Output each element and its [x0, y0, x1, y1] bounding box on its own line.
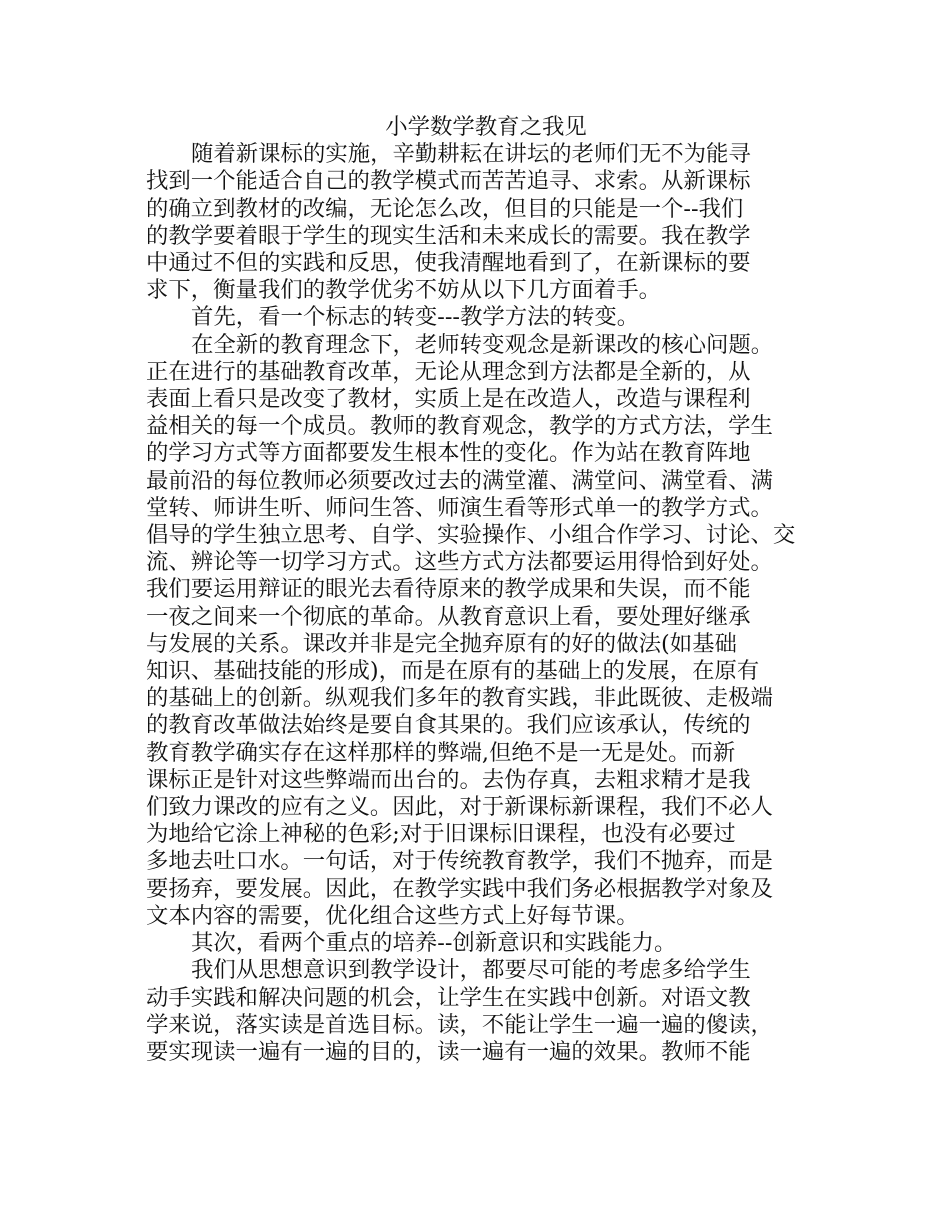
document-lines: [146, 141, 826, 1066]
text-line: 多地去吐口水。一句话，对于传统教育教学，我们不抛弃，而是: [146, 848, 773, 875]
document-body: [146, 114, 826, 1066]
text-line: 找到一个能适合自己的教学模式而苦苦追寻、求索。从新课标: [146, 168, 751, 195]
text-line: 益相关的每一个成员。教师的教育观念，教学的方式方法，学生: [146, 413, 773, 440]
text-line: 一夜之间来一个彻底的革命。从教育意识上看，要处理好继承: [146, 603, 751, 630]
text-line: 流、辨论等一切学习方式。这些方式方法都要运用得恰到好处。: [146, 549, 773, 576]
text-line: 要扬弃，要发展。因此，在教学实践中我们务必根据教学对象及: [146, 875, 773, 902]
text-line: 知识、基础技能的形成)，而是在原有的基础上的发展，在原有: [146, 658, 760, 685]
text-line: 与发展的关系。课改并非是完全抛弃原有的好的做法(如基础: [146, 630, 737, 657]
text-line: 首先，看一个标志的转变---教学方法的转变。: [191, 304, 640, 331]
text-line: 们致力课改的应有之义。因此，对于新课标新课程，我们不必人: [146, 794, 773, 821]
text-line: 倡导的学生独立思考、自学、实验操作、小组合作学习、讨论、交: [146, 522, 796, 549]
text-line: 的基础上的创新。纵观我们多年的教育实践，非此既彼、走极端: [146, 685, 773, 712]
text-line: 要实现读一遍有一遍的目的，读一遍有一遍的效果。教师不能: [146, 1038, 751, 1065]
text-line: 的学习方式等方面都要发生根本性的变化。作为站在教育阵地: [146, 440, 751, 467]
text-line: 文本内容的需要，优化组合这些方式上好每节课。: [146, 902, 639, 929]
text-line: 教育教学确实存在这样那样的弊端,但绝不是一无是处。而新: [146, 739, 736, 766]
text-line: 在全新的教育理念下，老师转变观念是新课改的核心问题。: [191, 331, 774, 358]
text-line: 学来说，落实读是首选目标。读，不能让学生一遍一遍的傻读，: [146, 1011, 773, 1038]
text-line: 堂转、师讲生听、师问生答、师演生看等形式单一的教学方式。: [146, 494, 773, 521]
text-line: 我们要运用辩证的眼光去看待原来的教学成果和失误，而不能: [146, 576, 751, 603]
text-line: 的教学要着眼于学生的现实生活和未来成长的需要。我在教学: [146, 222, 751, 249]
text-line: 中通过不但的实践和反思，使我清醒地看到了，在新课标的要: [146, 250, 751, 277]
text-line: 正在进行的基础教育改革，无论从理念到方法都是全新的，从: [146, 358, 751, 385]
text-line: 最前沿的每位教师必须要改过去的满堂灌、满堂问、满堂看、满: [146, 467, 773, 494]
text-line: 课标正是针对这些弊端而出台的。去伪存真，去粗求精才是我: [146, 766, 751, 793]
text-line: 随着新课标的实施，辛勤耕耘在讲坛的老师们无不为能寻: [191, 141, 751, 168]
document-title: 小学数学教育之我见: [385, 114, 587, 140]
text-line: 的确立到教材的改编，无论怎么改，但目的只能是一个--我们: [146, 195, 744, 222]
text-line: 的教育改革做法始终是要自食其果的。我们应该承认，传统的: [146, 712, 751, 739]
text-line: 求下，衡量我们的教学优劣不妨从以下几方面着手。: [146, 277, 661, 304]
text-line: 表面上看只是改变了教材，实质上是在改造人，改造与课程利: [146, 386, 751, 413]
text-line: 其次，看两个重点的培养--创新意识和实践能力。: [191, 930, 677, 957]
text-line: 动手实践和解决问题的机会，让学生在实践中创新。对语文教: [146, 984, 751, 1011]
text-line: 为地给它涂上神秘的色彩;对于旧课标旧课程，也没有必要过: [146, 821, 736, 848]
text-line: 我们从思想意识到教学设计，都要尽可能的考虑多给学生: [191, 957, 751, 984]
